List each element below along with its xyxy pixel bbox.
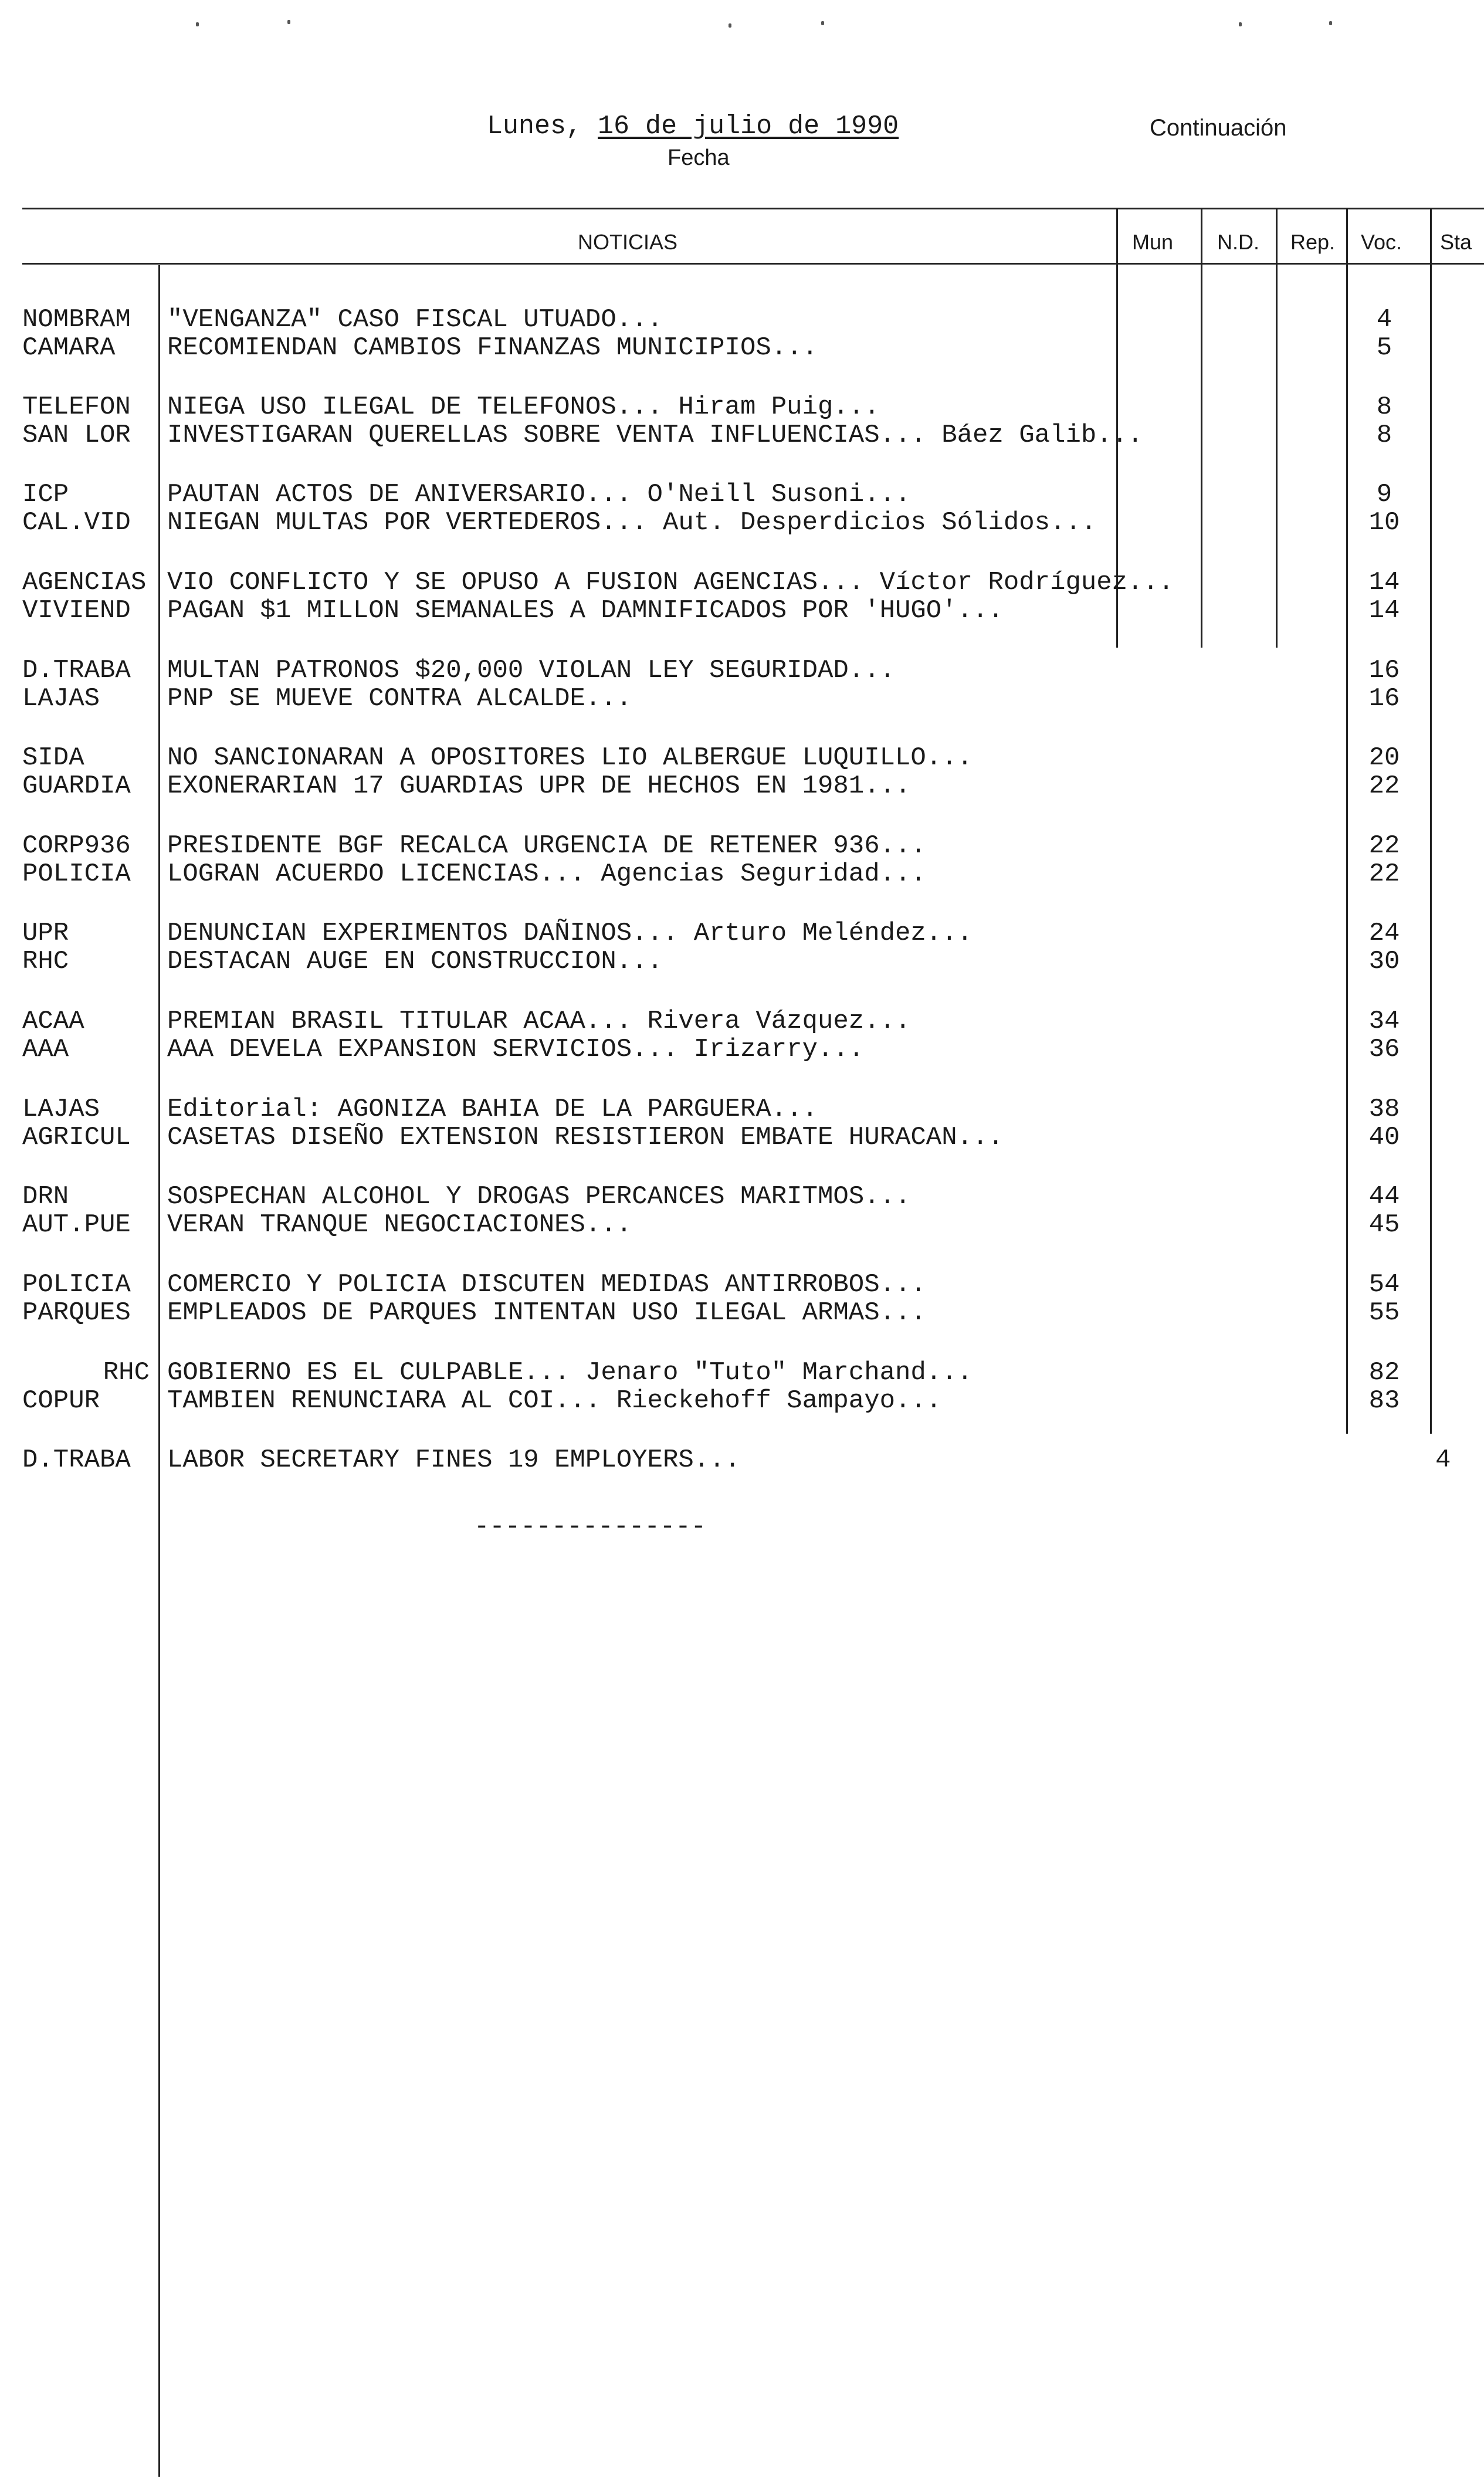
section-code: AAA: [22, 1035, 69, 1064]
table-row: [0, 392, 1484, 422]
headline: PRESIDENTE BGF RECALCA URGENCIA DE RETENER 936...: [167, 831, 926, 861]
table-row: [0, 1007, 1484, 1036]
voc-page: 30: [1368, 947, 1400, 976]
date-line: [487, 111, 899, 141]
table-row: [0, 743, 1484, 773]
table-row: [0, 305, 1484, 334]
voc-page: 24: [1368, 919, 1400, 948]
table-top-rule: [22, 208, 1484, 209]
table-row: [0, 771, 1484, 801]
voc-page: 16: [1368, 684, 1400, 713]
scan-speck: [821, 21, 824, 25]
table-row: [0, 1182, 1484, 1211]
headline: SOSPECHAN ALCOHOL Y DROGAS PERCANCES MARITMOS...: [167, 1182, 911, 1211]
headline: PAUTAN ACTOS DE ANIVERSARIO... O'Neill Susoni...: [167, 480, 911, 509]
table-header-rule: [22, 263, 1484, 265]
section-code: D.TRABA: [22, 656, 131, 685]
voc-page: 44: [1368, 1182, 1400, 1211]
date-value: 16 de julio de 1990: [598, 111, 899, 141]
headline: AAA DEVELA EXPANSION SERVICIOS... Irizarry...: [167, 1035, 865, 1064]
section-code: TELEFON: [22, 392, 131, 422]
headline: "VENGANZA" CASO FISCAL UTUADO...: [167, 305, 663, 334]
section-code: RHC: [22, 947, 69, 976]
section-code: SAN LOR: [22, 421, 131, 450]
headline: DESTACAN AUGE EN CONSTRUCCION...: [167, 947, 663, 976]
column-header-mun: Mun: [1132, 230, 1174, 254]
voc-page: 38: [1368, 1095, 1400, 1124]
column-header-sta: Sta: [1440, 230, 1472, 254]
end-separator: ---------------: [474, 1512, 707, 1542]
table-row: [0, 1386, 1484, 1416]
headline: INVESTIGARAN QUERELLAS SOBRE VENTA INFLUENCIAS... Báez Galib...: [167, 421, 1143, 450]
voc-page: 22: [1368, 831, 1400, 861]
headline: PAGAN $1 MILLON SEMANALES A DAMNIFICADOS POR 'HUGO'...: [167, 596, 1004, 625]
table-row: [0, 508, 1484, 537]
section-code: CAMARA: [22, 333, 116, 363]
headline: Editorial: AGONIZA BAHIA DE LA PARGUERA...: [167, 1095, 818, 1124]
voc-page: 8: [1376, 392, 1392, 422]
table-row: [0, 596, 1484, 625]
section-code: RHC: [103, 1358, 150, 1387]
section-code: COPUR: [22, 1386, 100, 1416]
table-row: [0, 1358, 1484, 1387]
scan-speck: [196, 22, 199, 26]
headline: VERAN TRANQUE NEGOCIACIONES...: [167, 1210, 632, 1240]
column-header-voc: Voc.: [1361, 230, 1402, 254]
table-row: [0, 1095, 1484, 1124]
table-row: [0, 1270, 1484, 1299]
section-code: ACAA: [22, 1007, 84, 1036]
section-code: ICP: [22, 480, 69, 509]
voc-page: 4: [1376, 305, 1392, 334]
voc-page: 34: [1368, 1007, 1400, 1036]
voc-page: 20: [1368, 743, 1400, 773]
headline: LABOR SECRETARY FINES 19 EMPLOYERS...: [167, 1445, 740, 1475]
table-row: [0, 568, 1484, 597]
voc-page: 55: [1368, 1298, 1400, 1328]
section-code: LAJAS: [22, 684, 100, 713]
headline: COMERCIO Y POLICIA DISCUTEN MEDIDAS ANTIRROBOS...: [167, 1270, 926, 1299]
table-row: [0, 947, 1484, 976]
section-code: UPR: [22, 919, 69, 948]
headline: CASETAS DISEÑO EXTENSION RESISTIERON EMBATE HURACAN...: [167, 1123, 1004, 1152]
headline: PNP SE MUEVE CONTRA ALCALDE...: [167, 684, 632, 713]
column-header-nd: N.D.: [1217, 230, 1259, 254]
headline: LOGRAN ACUERDO LICENCIAS... Agencias Seguridad...: [167, 859, 926, 889]
section-code: SIDA: [22, 743, 84, 773]
headline: MULTAN PATRONOS $20,000 VIOLAN LEY SEGURIDAD...: [167, 656, 896, 685]
table-row: [0, 919, 1484, 948]
voc-page: 14: [1368, 596, 1400, 625]
voc-column-divider: [1346, 208, 1348, 1434]
headline: GOBIERNO ES EL CULPABLE... Jenaro "Tuto" Marchand...: [167, 1358, 973, 1387]
section-code: CORP936: [22, 831, 131, 861]
scan-speck: [1239, 22, 1242, 26]
section-code: VIVIEND: [22, 596, 131, 625]
section-code: POLICIA: [22, 859, 131, 889]
column-header-noticias: NOTICIAS: [578, 230, 678, 254]
date-caption: Fecha: [668, 145, 730, 170]
continuation-label: Continuación: [1150, 115, 1287, 141]
headline: PREMIAN BRASIL TITULAR ACAA... Rivera Vázquez...: [167, 1007, 911, 1036]
table-row: [0, 333, 1484, 363]
headline: RECOMIENDAN CAMBIOS FINANZAS MUNICIPIOS...: [167, 333, 818, 363]
voc-page: 83: [1368, 1386, 1400, 1416]
section-code: GUARDIA: [22, 771, 131, 801]
voc-page: 82: [1368, 1358, 1400, 1387]
table-row: [0, 1298, 1484, 1328]
table-row: [0, 656, 1484, 685]
section-code: POLICIA: [22, 1270, 131, 1299]
table-row: [0, 1035, 1484, 1064]
table-row: [0, 480, 1484, 509]
scan-speck: [729, 23, 731, 28]
headline: TAMBIEN RENUNCIARA AL COI... Rieckehoff Sampayo...: [167, 1386, 942, 1416]
section-code: AGENCIAS: [22, 568, 147, 597]
table-row: [0, 1445, 1484, 1475]
headline: NIEGAN MULTAS POR VERTEDEROS... Aut. Desperdicios Sólidos...: [167, 508, 1097, 537]
section-code: LAJAS: [22, 1095, 100, 1124]
headline: NIEGA USO ILEGAL DE TELEFONOS... Hiram Puig...: [167, 392, 880, 422]
section-code: PARQUES: [22, 1298, 131, 1328]
table-row: [0, 684, 1484, 713]
table-row: [0, 421, 1484, 450]
headline: VIO CONFLICTO Y SE OPUSO A FUSION AGENCIAS... Víctor Rodríguez...: [167, 568, 1174, 597]
section-code: AUT.PUE: [22, 1210, 131, 1240]
headline: NO SANCIONARAN A OPOSITORES LIO ALBERGUE LUQUILLO...: [167, 743, 973, 773]
voc-page: 10: [1368, 508, 1400, 537]
section-code: AGRICUL: [22, 1123, 131, 1152]
table-row: [0, 831, 1484, 861]
voc-page: 16: [1368, 656, 1400, 685]
table-row: [0, 1123, 1484, 1152]
voc-page: 14: [1368, 568, 1400, 597]
voc-page: 22: [1368, 771, 1400, 801]
voc-page: 8: [1376, 421, 1392, 450]
voc-page: 36: [1368, 1035, 1400, 1064]
headline: EMPLEADOS DE PARQUES INTENTAN USO ILEGAL ARMAS...: [167, 1298, 926, 1328]
section-code: CAL.VID: [22, 508, 131, 537]
voc-page: 22: [1368, 859, 1400, 889]
headline: EXONERARIAN 17 GUARDIAS UPR DE HECHOS EN 1981...: [167, 771, 911, 801]
column-header-rep: Rep.: [1290, 230, 1336, 254]
section-code: DRN: [22, 1182, 69, 1211]
section-code: D.TRABA: [22, 1445, 131, 1475]
voc-page: 54: [1368, 1270, 1400, 1299]
scan-speck: [287, 20, 290, 24]
sta-page: 4: [1435, 1445, 1451, 1475]
voc-page: 40: [1368, 1123, 1400, 1152]
scan-speck: [1329, 21, 1332, 25]
voc-page: 9: [1376, 480, 1392, 509]
voc-page: 5: [1376, 333, 1392, 363]
voc-page: 45: [1368, 1210, 1400, 1240]
day-label: Lunes,: [487, 111, 582, 141]
sta-column-divider: [1430, 208, 1432, 1434]
table-row: [0, 1210, 1484, 1240]
headline: DENUNCIAN EXPERIMENTOS DAÑINOS... Arturo Meléndez...: [167, 919, 973, 948]
section-code: NOMBRAM: [22, 305, 131, 334]
table-row: [0, 859, 1484, 889]
